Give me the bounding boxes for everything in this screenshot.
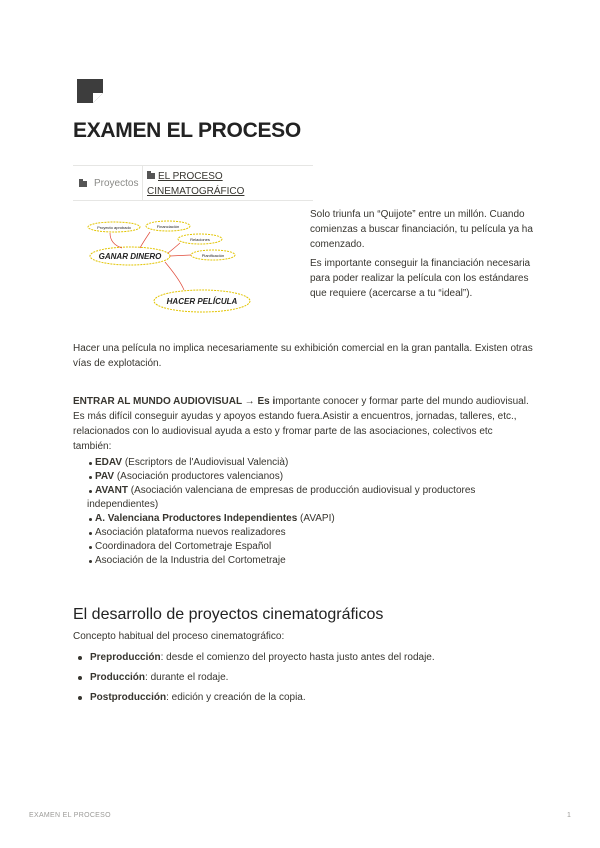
property-key <box>79 178 138 189</box>
list-item: Producción: durante el rodaje. <box>73 670 435 690</box>
document-icon <box>77 79 103 103</box>
property-value[interactable] <box>147 169 307 199</box>
list-item: EDAV (Escriptors de l'Audiovisual Valencià) <box>73 456 533 470</box>
footer-title: EXAMEN EL PROCESO <box>29 812 111 819</box>
property-row <box>73 165 313 201</box>
entrar-paragraph <box>73 394 533 454</box>
diagram-label: HACER PELÍCULA <box>166 297 238 306</box>
list-item: Asociación plataforma nuevos realizadores <box>73 526 533 540</box>
list-item: Postproducción: edición y creación de la copia. <box>73 690 435 710</box>
list-item: PAV (Asociación productores valencianos) <box>73 470 533 484</box>
list-item: Preproducción: desde el comienzo del proyecto hasta justo antes del rodaje. <box>73 650 435 670</box>
property-key-label: Proyectos <box>94 178 139 189</box>
folder-icon <box>79 181 87 187</box>
concept-text: Concepto habitual del proceso cinematográfico: <box>73 631 285 642</box>
property-value-link[interactable]: EL PROCESO CINEMATOGRÁFICO <box>147 171 245 197</box>
list-item: AVANT (Asociación valenciana de empresas de producción audiovisual y productores independientes) <box>73 484 533 512</box>
side-paragraph: Es importante conseguir la financiación necesaria para poder realizar la película con los estándares que requiere (acercarse a tu “ideal”). <box>310 258 531 299</box>
page-title: EXAMEN EL PROCESO <box>73 119 301 142</box>
process-list <box>73 650 435 710</box>
section-heading: El desarrollo de proyectos cinematográficos <box>73 606 384 623</box>
side-text <box>310 207 535 305</box>
entrar-section <box>73 394 533 568</box>
folder-icon <box>147 173 155 179</box>
diagram-label: Proyecto aprobado <box>97 225 131 230</box>
diagram-label: Planificación <box>201 253 225 258</box>
associations-list <box>73 456 533 568</box>
intro-paragraph: Hacer una película no implica necesariamente su exhibición comercial en la gran pantalla. Existen otras vías de explotación. <box>73 343 533 369</box>
diagram-label: Relaciones <box>190 237 210 242</box>
side-paragraph: Solo triunfa un “Quijote” entre un millón. Cuando comienzas a buscar financiación, tu película ya ha comenzado. <box>310 209 533 250</box>
list-item: Coordinadora del Cortometraje Español <box>73 540 533 554</box>
entrar-text: mportante conocer y formar parte del mundo audiovisual. Es más difícil conseguir ayudas y apoyos estando fuera.Asistir a encuentros, jornadas, talleres, etc., relacionados con lo audiovisual ayuda a esto y fromar parte de las asociaciones, colectivos etc también: <box>73 396 529 452</box>
list-item: A. Valenciana Productores Independientes (AVAPI) <box>73 512 533 526</box>
page-number: 1 <box>567 812 571 819</box>
diagram-image <box>80 210 300 320</box>
entrar-bold: ENTRAR AL MUNDO AUDIOVISUAL → Es i <box>73 396 276 407</box>
diagram-label: GANAR DINERO <box>98 252 162 261</box>
list-item: Asociación de la Industria del Cortometraje <box>73 554 533 568</box>
diagram-label: Financiación <box>156 224 180 229</box>
